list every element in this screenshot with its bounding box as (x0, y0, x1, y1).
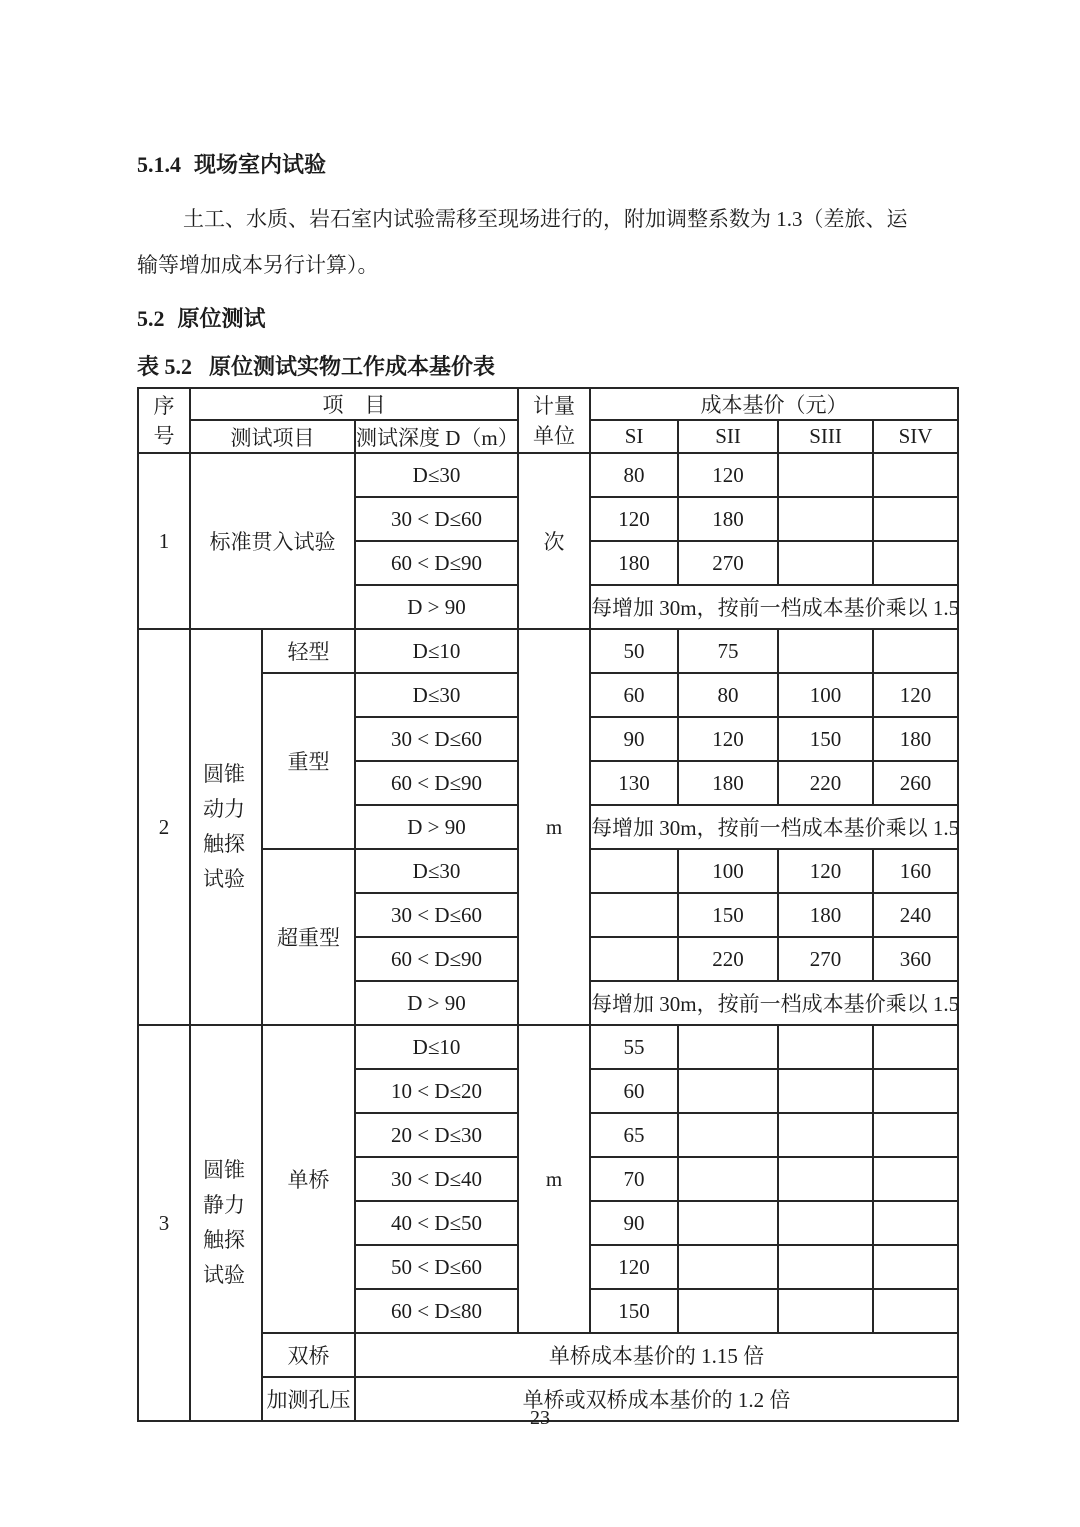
price-cell: 100 (778, 673, 873, 717)
seq-cell: 3 (138, 1025, 190, 1421)
price-cell: 120 (678, 717, 778, 761)
depth-cell: 60 < D≤90 (355, 761, 518, 805)
price-cell: 60 (590, 673, 678, 717)
section-heading-5-2 (137, 304, 959, 334)
depth-cell: 30 < D≤60 (355, 717, 518, 761)
page-number: 23 (530, 1407, 550, 1429)
depth-cell: D > 90 (355, 981, 518, 1025)
price-cell: 55 (590, 1025, 678, 1069)
depth-cell: 10 < D≤20 (355, 1069, 518, 1113)
price-cell: 60 (590, 1069, 678, 1113)
price-cell (778, 629, 873, 673)
price-cell (590, 893, 678, 937)
price-cell: 180 (678, 497, 778, 541)
price-cell: 130 (590, 761, 678, 805)
price-cell (678, 1069, 778, 1113)
price-cell (873, 629, 958, 673)
table-caption (137, 352, 959, 382)
price-cell: 120 (873, 673, 958, 717)
subtype-cell: 双桥 (262, 1333, 355, 1377)
price-cell: 80 (678, 673, 778, 717)
header-grade-sii: SII (678, 420, 778, 453)
price-cell: 220 (678, 937, 778, 981)
price-cell (678, 1025, 778, 1069)
price-cell (778, 453, 873, 497)
price-cell: 220 (778, 761, 873, 805)
depth-cell: 50 < D≤60 (355, 1245, 518, 1289)
paragraph-line: 土工、水质、岩石室内试验需移至现场进行的，附加调整系数为 1.3（差旅、运 (183, 207, 908, 231)
header-unit: 计量单位 (518, 388, 590, 453)
unit-cell: 次 (518, 453, 590, 629)
depth-cell: D≤30 (355, 849, 518, 893)
price-cell: 160 (873, 849, 958, 893)
unit-cell: m (518, 1025, 590, 1333)
price-cell: 180 (590, 541, 678, 585)
price-cell: 90 (590, 717, 678, 761)
price-cell (778, 541, 873, 585)
price-cell: 260 (873, 761, 958, 805)
depth-cell: 30 < D≤40 (355, 1157, 518, 1201)
seq-cell: 1 (138, 453, 190, 629)
price-cell: 120 (590, 1245, 678, 1289)
header-grade-si: SI (590, 420, 678, 453)
price-cell (778, 497, 873, 541)
depth-cell: D > 90 (355, 585, 518, 629)
header-depth: 测试深度 D（m） (355, 420, 518, 453)
price-cell (678, 1157, 778, 1201)
depth-cell: D≤30 (355, 453, 518, 497)
price-cell: 180 (678, 761, 778, 805)
depth-cell: D > 90 (355, 805, 518, 849)
table-row (138, 453, 958, 497)
price-cell (778, 1245, 873, 1289)
price-cell (778, 1069, 873, 1113)
price-cell: 70 (590, 1157, 678, 1201)
table-caption-title: 原位测试实物工作成本基价表 (209, 354, 496, 379)
price-cell: 240 (873, 893, 958, 937)
price-cell: 270 (778, 937, 873, 981)
header-project: 项 目 (190, 388, 518, 420)
note-cell: 单桥成本基价的 1.15 倍 (355, 1333, 958, 1377)
body-paragraph (137, 196, 959, 288)
price-cell: 90 (590, 1201, 678, 1245)
note-cell: 每增加 30m，按前一档成本基价乘以 1.5 (590, 981, 958, 1025)
price-cell (873, 453, 958, 497)
subtype-cell: 重型 (262, 673, 355, 849)
subtype-cell: 轻型 (262, 629, 355, 673)
depth-cell: D≤10 (355, 629, 518, 673)
subtype-cell: 加测孔压 (262, 1377, 355, 1421)
price-cell: 150 (590, 1289, 678, 1333)
price-cell (873, 1157, 958, 1201)
price-cell: 120 (678, 453, 778, 497)
seq-cell: 2 (138, 629, 190, 1025)
price-cell (873, 1113, 958, 1157)
price-cell (778, 1025, 873, 1069)
price-cell (873, 1245, 958, 1289)
header-cost-title: 成本基价（元） (590, 388, 958, 420)
table-row (138, 629, 958, 673)
price-cell (590, 937, 678, 981)
price-cell: 120 (778, 849, 873, 893)
section-heading-5-1-4 (137, 150, 959, 180)
price-cell: 50 (590, 629, 678, 673)
price-cell (590, 849, 678, 893)
depth-cell: 40 < D≤50 (355, 1201, 518, 1245)
price-cell: 75 (678, 629, 778, 673)
price-cell (873, 1289, 958, 1333)
subtype-cell: 超重型 (262, 849, 355, 1025)
price-cell (678, 1113, 778, 1157)
price-cell: 100 (678, 849, 778, 893)
price-cell (778, 1289, 873, 1333)
price-cell (873, 541, 958, 585)
price-cell (873, 497, 958, 541)
section-number: 5.2 (137, 306, 165, 331)
header-seq: 序号 (138, 388, 190, 453)
price-cell: 360 (873, 937, 958, 981)
section-number: 5.1.4 (137, 152, 181, 177)
depth-cell: 30 < D≤60 (355, 497, 518, 541)
depth-cell: 30 < D≤60 (355, 893, 518, 937)
price-cell (778, 1157, 873, 1201)
price-cell (873, 1069, 958, 1113)
paragraph-line: 输等增加成本另行计算）。 (137, 253, 379, 277)
depth-cell: 60 < D≤80 (355, 1289, 518, 1333)
item-cell: 圆锥动力触探试验 (190, 629, 262, 1025)
section-title: 原位测试 (177, 306, 266, 331)
price-cell: 150 (778, 717, 873, 761)
header-grade-siv: SIV (873, 420, 958, 453)
price-cell (678, 1289, 778, 1333)
price-cell (778, 1201, 873, 1245)
price-cell (778, 1113, 873, 1157)
price-cell: 180 (873, 717, 958, 761)
depth-cell: 60 < D≤90 (355, 937, 518, 981)
depth-cell: D≤30 (355, 673, 518, 717)
page-content (137, 150, 959, 1422)
table-caption-number: 表 5.2 (137, 354, 193, 379)
price-cell: 180 (778, 893, 873, 937)
price-cell (873, 1201, 958, 1245)
item-cell: 圆锥静力触探试验 (190, 1025, 262, 1421)
unit-cell: m (518, 629, 590, 1025)
price-cell: 270 (678, 541, 778, 585)
header-test-item: 测试项目 (190, 420, 355, 453)
price-cell: 65 (590, 1113, 678, 1157)
price-cell (678, 1201, 778, 1245)
price-cell (678, 1245, 778, 1289)
price-cell: 80 (590, 453, 678, 497)
subtype-cell: 单桥 (262, 1025, 355, 1333)
price-cell: 120 (590, 497, 678, 541)
item-cell: 标准贯入试验 (190, 453, 355, 629)
price-cell: 150 (678, 893, 778, 937)
depth-cell: 60 < D≤90 (355, 541, 518, 585)
section-title: 现场室内试验 (194, 152, 327, 177)
note-cell: 单桥或双桥成本基价的 1.2 倍 (355, 1377, 958, 1421)
note-cell: 每增加 30m，按前一档成本基价乘以 1.5 (590, 805, 958, 849)
depth-cell: 20 < D≤30 (355, 1113, 518, 1157)
price-cell (873, 1025, 958, 1069)
depth-cell: D≤10 (355, 1025, 518, 1069)
header-grade-siii: SIII (778, 420, 873, 453)
table-row (138, 1025, 958, 1069)
cost-base-price-table (137, 387, 959, 1422)
note-cell: 每增加 30m，按前一档成本基价乘以 1.5 (590, 585, 958, 629)
